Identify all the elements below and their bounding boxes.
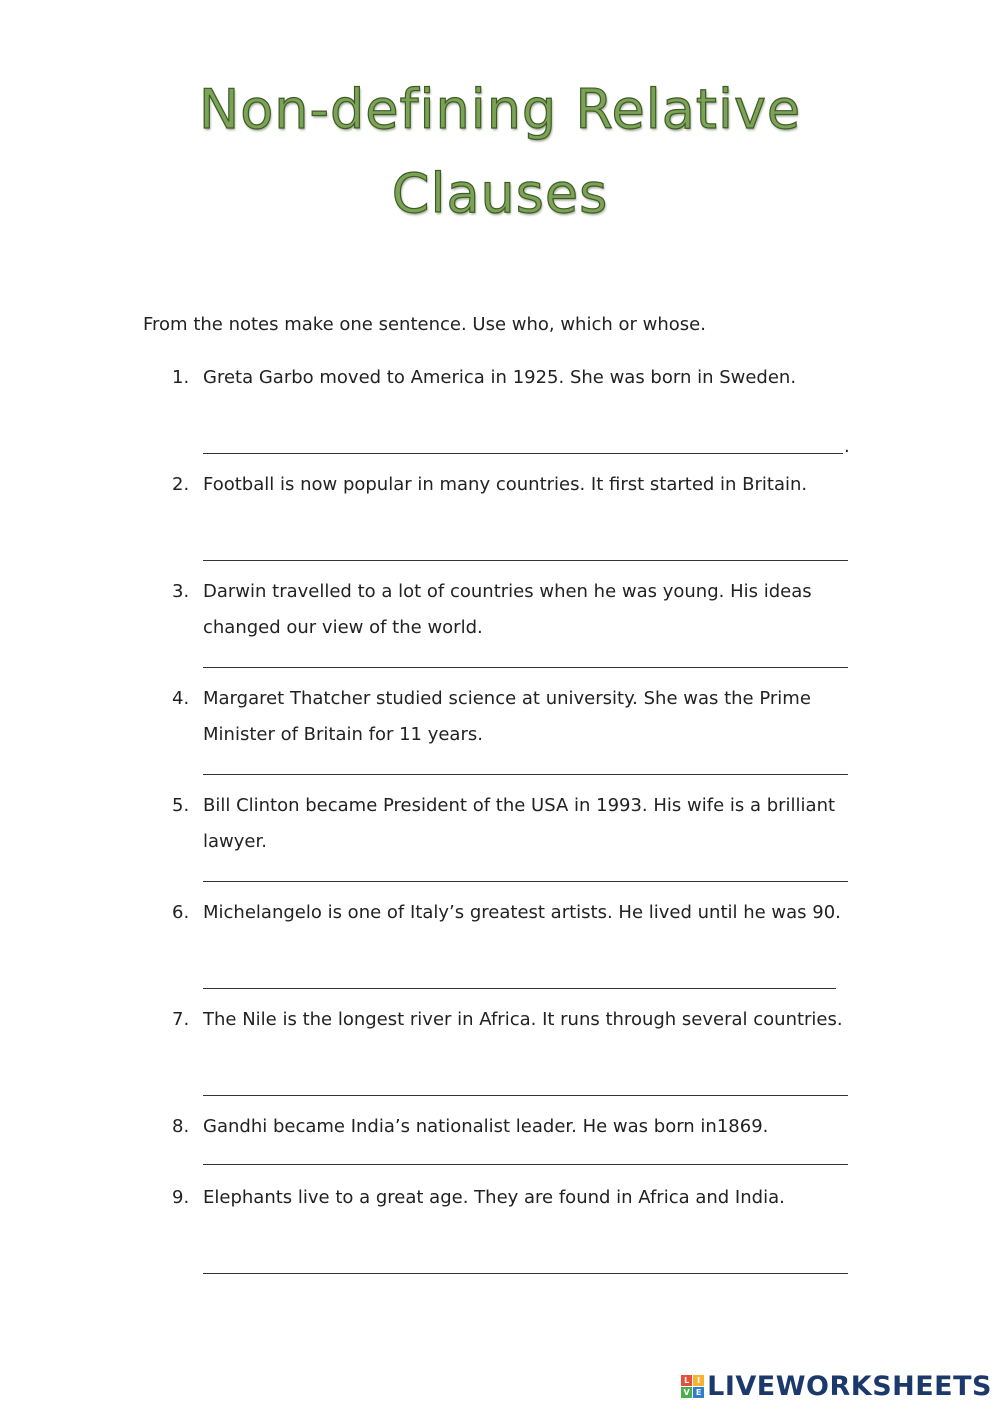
title-line-2: Clauses [391, 162, 609, 225]
question-number: 4. [172, 688, 190, 709]
question-number: 9. [172, 1187, 190, 1208]
answer-line[interactable] [203, 667, 848, 668]
logo-text: LIVEWORKSHEETS [707, 1370, 992, 1402]
question-text: Michelangelo is one of Italy’s greatest artists. He lived until he was 90. [203, 902, 841, 923]
logo-mark-cell: L [681, 1375, 692, 1386]
question-number: 3. [172, 581, 190, 602]
question-text: Gandhi became India’s nationalist leader. He was born in1869. [203, 1116, 769, 1137]
answer-line[interactable] [203, 453, 843, 454]
logo-mark-icon [681, 1375, 704, 1398]
question-number: 2. [172, 474, 190, 495]
question-text: Greta Garbo moved to America in 1925. She was born in Sweden. [203, 367, 797, 388]
question-text: The Nile is the longest river in Africa. It runs through several countries. [203, 1009, 843, 1030]
question-number: 6. [172, 902, 190, 923]
question-number: 7. [172, 1009, 190, 1030]
question-text: Bill Clinton became President of the USA in 1993. His wife is a brilliant lawyer. [203, 795, 836, 852]
liveworksheets-logo[interactable] [681, 1369, 992, 1403]
logo-mark-cell: V [681, 1387, 692, 1398]
answer-line[interactable] [203, 1164, 848, 1165]
logo-mark-cell: I [693, 1375, 704, 1386]
answer-line[interactable] [203, 1095, 848, 1096]
instruction-text: From the notes make one sentence. Use who, which or whose. [143, 314, 706, 335]
title-line-1: Non-defining Relative [198, 78, 802, 141]
question-number: 8. [172, 1116, 190, 1137]
answer-line[interactable] [203, 1273, 848, 1274]
question-text: Football is now popular in many countries. It first started in Britain. [203, 474, 808, 495]
question-number: 5. [172, 795, 190, 816]
worksheet-title [0, 68, 1000, 236]
answer-line[interactable] [203, 774, 848, 775]
question-text: Darwin travelled to a lot of countries when he was young. His ideas changed our view of the world. [203, 581, 812, 638]
logo-mark-cell: E [693, 1387, 704, 1398]
question-text: Margaret Thatcher studied science at university. She was the Prime Minister of Britain for 11 years. [203, 688, 811, 745]
answer-line[interactable] [203, 881, 848, 882]
answer-end-period: . [844, 436, 850, 457]
answer-line[interactable] [203, 560, 848, 561]
question-text: Elephants live to a great age. They are found in Africa and India. [203, 1187, 785, 1208]
question-number: 1. [172, 367, 190, 388]
answer-line[interactable] [203, 988, 836, 989]
